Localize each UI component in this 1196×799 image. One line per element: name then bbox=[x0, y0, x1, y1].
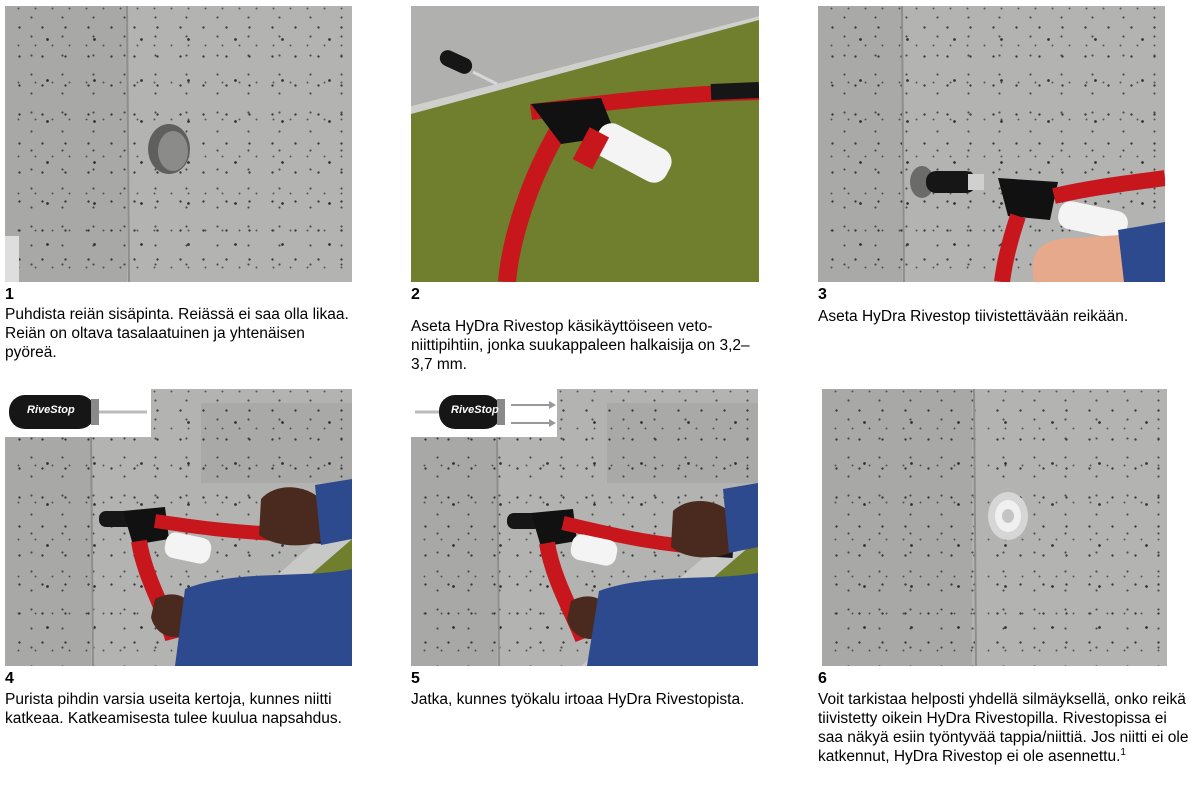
rivestop-logo: RiveStop bbox=[27, 404, 75, 416]
step-2-number: 2 bbox=[411, 286, 420, 303]
step-4-image bbox=[5, 389, 352, 666]
step-6-number: 6 bbox=[818, 670, 827, 687]
step-2-text: Aseta HyDra Rivestop käsikäyttöiseen veto-niittipihtiin, jonka suukappaleen halkaisija on 3,2–3,7 mm. bbox=[411, 318, 750, 373]
step-3-image bbox=[818, 6, 1165, 282]
step-5-number: 5 bbox=[411, 670, 420, 687]
step-6-text-body: Voit tarkistaa helposti yhdellä silmäyksellä, onko reikä tiivistetty oikein HyDra Rivestopilla. Rivestopissa ei saa näkyä esiin työntyvää tappia/niittiä. Jos niitti ei ole katkennut, HyDra Rivestop ei ole asennettu. bbox=[818, 691, 1189, 765]
step-2-image bbox=[411, 6, 759, 282]
step-1-image bbox=[5, 6, 352, 282]
step-3-illustration bbox=[818, 6, 1165, 282]
step-4-text: Purista pihdin varsia useita kertoja, kunnes niitti katkeaa. Katkeamisesta tulee kuulua napsahdus. bbox=[5, 691, 342, 727]
step-4-number: 4 bbox=[5, 670, 14, 687]
rivestop-logo: RiveStop bbox=[451, 404, 499, 416]
step-1-illustration bbox=[5, 6, 352, 282]
footnote-marker: 1 bbox=[1120, 746, 1126, 758]
step-6-image bbox=[822, 389, 1167, 666]
step-5-image bbox=[411, 389, 758, 666]
hole bbox=[148, 124, 190, 174]
step-6-text bbox=[818, 690, 1193, 766]
step-1-number: 1 bbox=[5, 286, 14, 303]
installed-rivestop bbox=[988, 492, 1028, 540]
step-3-text: Aseta HyDra Rivestop tiivistettävään reikään. bbox=[818, 308, 1129, 325]
step-2-illustration bbox=[411, 6, 759, 282]
inset-diagram bbox=[411, 389, 557, 437]
step-3-number: 3 bbox=[818, 286, 827, 303]
step-5-text: Jatka, kunnes työkalu irtoaa HyDra Rivestopista. bbox=[411, 691, 745, 708]
step-1-text: Puhdista reiän sisäpinta. Reiässä ei saa olla likaa. Reiän on oltava tasalaatuinen ja yhtenäisen pyöreä. bbox=[5, 306, 349, 361]
inset-diagram bbox=[5, 389, 151, 437]
step-6-illustration bbox=[822, 389, 1167, 666]
